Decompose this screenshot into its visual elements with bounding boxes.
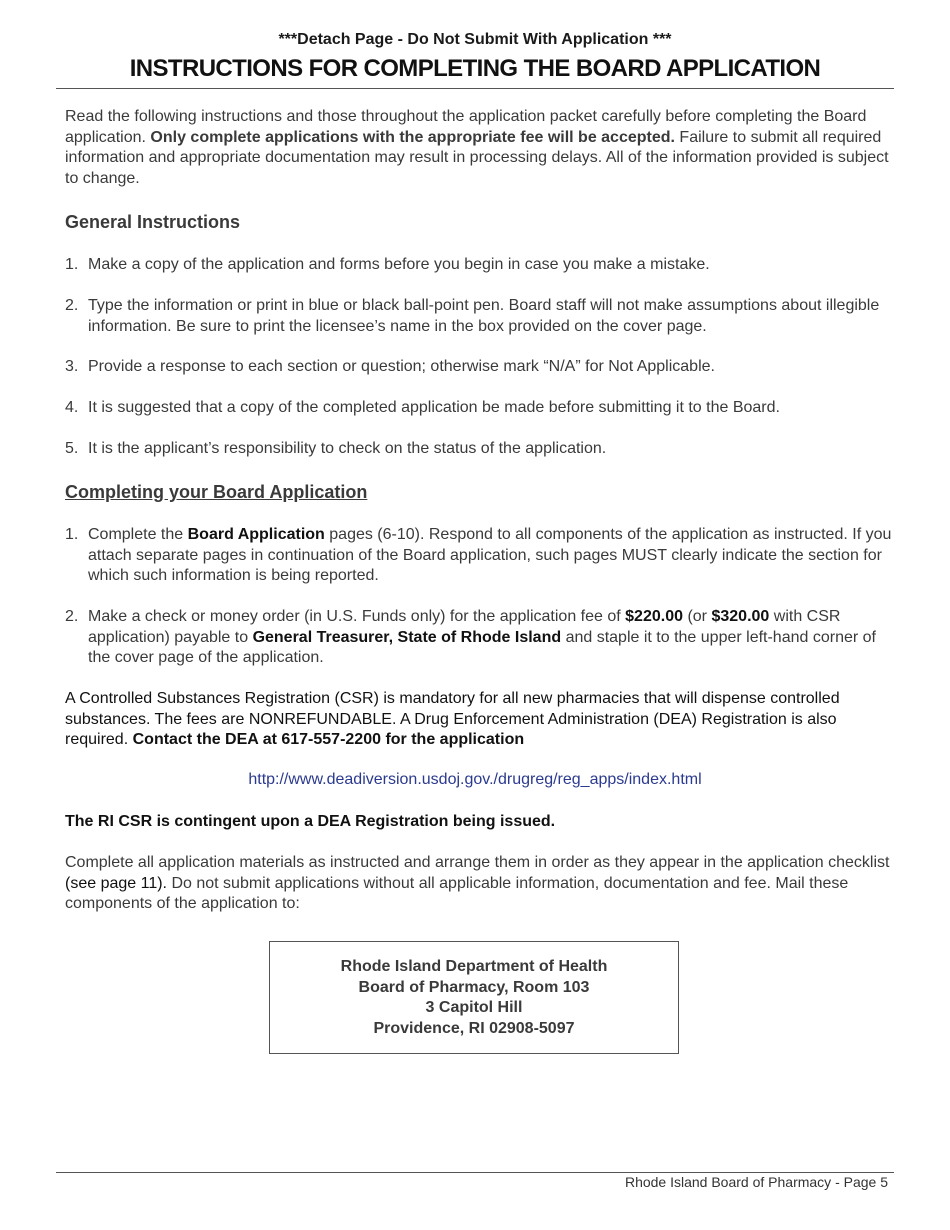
item-number: 1. [65,526,79,543]
dea-contact: Contact the DEA at 617-557-2200 for the application [132,731,525,748]
item-number: 3. [65,358,79,375]
application-fee: $220.00 [625,608,683,625]
mailing-address-box [269,941,679,1054]
detach-notice: ***Detach Page - Do Not Submit With Application *** [278,31,672,48]
item-text-post: pages (6-10). Respond to all components of the application as instructed. If you attach separate pages in continuation of the Board application, such pages MUST clearly indicate the section for which such information is being reported. [88,526,892,584]
closing-paragraph [65,853,895,915]
item-text [65,607,895,669]
general-item-3 [65,357,895,378]
item-text-post: and staple it to the upper left-hand corner of the cover page of the application. [88,628,876,666]
address-line-4: Providence, RI 02908-5097 [373,1019,575,1037]
item-number: 1. [65,256,79,273]
item-text: Type the information or print in blue or black ball-point pen. Board staff will not make assumptions about illegible information. Be sure to print the licensee’s name in the box provided on the cover page. [88,297,880,335]
page-footer: Rhode Island Board of Pharmacy - Page 5 [624,1174,888,1190]
address-line-2: Board of Pharmacy, Room 103 [358,978,590,996]
item-text-pre: Make a check or money order (in U.S. Funds only) for the application fee of [88,608,621,625]
item-text: It is the applicant’s responsibility to check on the status of the application. [88,440,607,457]
item-text-pre: Complete the [88,526,184,543]
item-text: Make a copy of the application and forms before you begin in case you make a mistake. [88,256,710,273]
completing-item-2 [65,607,895,669]
board-application-bold: Board Application [187,526,325,543]
item-number: 5. [65,440,79,457]
csr-contingent-note: The RI CSR is contingent upon a DEA Registration being issued. [65,813,556,830]
general-item-5 [65,439,895,460]
intro-text-2: Failure to submit all required information and appropriate documentation may result in processing delays. All of the information provided is subject to change. [65,128,889,187]
general-item-4 [65,398,895,419]
payee: General Treasurer, State of Rhode Island [252,628,562,646]
item-text-mid1: (or [687,608,708,625]
item-text [65,525,895,587]
completing-item-1 [65,525,895,587]
item-text-mid2: with CSR application) payable to [88,608,841,646]
header-rule [56,88,894,89]
closing-text-2: Do not submit applications without all applicable information, documentation and fee. Mail these components of the application to: [65,874,849,912]
footer-rule [56,1172,894,1173]
address-line-1: Rhode Island Department of Health [340,958,608,975]
intro-text-1: Read the following instructions and those throughout the application packet carefully before completing the Board application. [65,108,867,146]
item-number: 2. [65,297,79,314]
item-text: Provide a response to each section or question; otherwise mark “N/A” for Not Applicable. [88,358,715,375]
page-title: INSTRUCTIONS FOR COMPLETING THE BOARD APPLICATION [129,55,821,82]
dea-link[interactable]: http://www.deadiversion.usdoj.gov./drugreg/reg_apps/index.html [248,771,702,788]
completing-heading: Completing your Board Application [65,482,368,502]
general-instructions-heading: General Instructions [65,212,241,232]
item-number: 4. [65,399,79,416]
see-page-reference: (see page 11). [65,874,167,892]
item-number: 2. [65,608,79,625]
item-text: It is suggested that a copy of the completed application be made before submitting it to the Board. [88,399,780,416]
general-item-2 [65,296,895,337]
intro-paragraph [65,107,895,189]
closing-text-1: Complete all application materials as instructed and arrange them in order as they appear in the application checklist [65,854,890,871]
csr-fee: $320.00 [711,608,770,625]
general-item-1 [65,255,895,276]
address-line-3: 3 Capitol Hill [425,999,523,1016]
csr-paragraph [65,689,895,751]
intro-bold: Only complete applications with the appropriate fee will be accepted. [150,128,675,146]
csr-text: A Controlled Substances Registration (CSR) is mandatory for all new pharmacies that will dispense controlled substances. The fees are NONREFUNDABLE. A Drug Enforcement Administration (DEA) Registration is also required. [65,690,840,748]
